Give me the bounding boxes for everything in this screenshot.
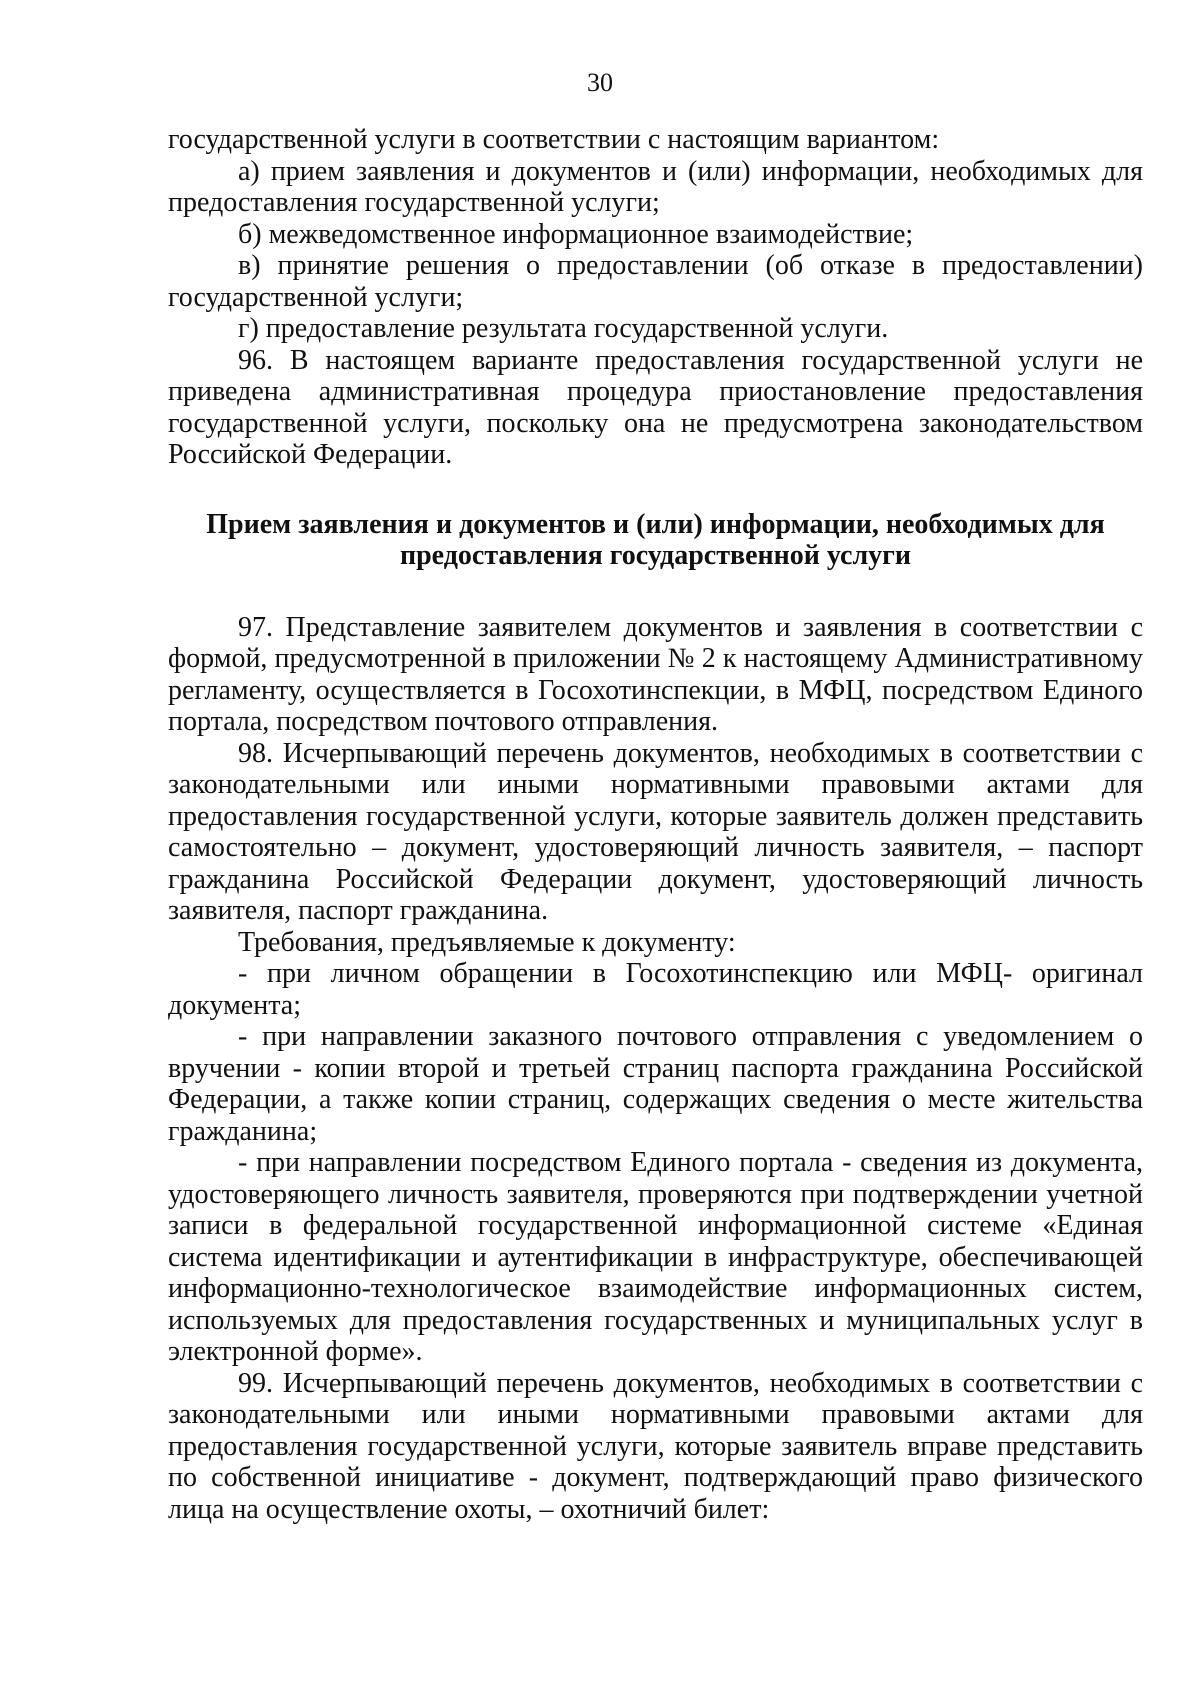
requirement-unified-portal: - при направлении посредством Единого портала - сведения из документа, удостоверяющего личность заявителя, проверяются при подтверждении учетной записи в федеральной государственной информационной системе «Единая система идентификации и аутентификации в инфраструктуре, обеспечивающей информационно-технологическое взаимодействие информационных систем, используемых для предоставления государственных и муниципальных услуг в электронной форме». [168, 1147, 1143, 1367]
list-item-v: в) принятие решения о предоставлении (об отказе в предоставлении) государственной услуги; [168, 250, 1143, 313]
section-heading-line-2: предоставления государственной услуги [399, 540, 912, 571]
requirements-intro: Требования, предъявляемые к документу: [238, 926, 736, 958]
document-body [168, 124, 1143, 1525]
section-heading-line-1: Прием заявления и документов и (или) информации, необходимых для [206, 508, 1105, 540]
page-number: 30 [587, 68, 613, 97]
paragraph-continuation: государственной услуги в соответствии с настоящим вариантом: [168, 124, 940, 155]
section-heading [168, 509, 1143, 572]
paragraph-97: 97. Представление заявителем документов и заявления в соответствии с формой, предусмотренной в приложении № 2 к настоящему Административному регламенту, осуществляется в Госохотинспекции, в МФЦ, посредством Единого портала, посредством почтового отправления. [168, 611, 1143, 737]
list-item-b: б) межведомственное информационное взаимодействие; [238, 218, 914, 250]
paragraph-99: 99. Исчерпывающий перечень документов, необходимых в соответствии с законодательными или иными нормативными правовыми актами для предоставления государственной услуги, которые заявитель вправе представить по собственной инициативе - документ, подтверждающий право физического лица на осуществление охоты, – охотничий билет: [168, 1367, 1143, 1525]
list-item-g: г) предоставление результата государственной услуги. [238, 313, 889, 344]
paragraph-98: 98. Исчерпывающий перечень документов, необходимых в соответствии с законодательными или иными нормативными правовыми актами для предоставления государственной услуги, которые заявитель должен представить самостоятельно – документ, удостоверяющий личность заявителя, – паспорт гражданина Российской Федерации документ, удостоверяющий личность заявителя, паспорт гражданина. [168, 737, 1143, 926]
requirement-personal-visit: - при личном обращении в Госохотинспекцию или МФЦ- оригинал документа; [168, 958, 1143, 1021]
list-item-a: а) прием заявления и документов и (или) информации, необходимых для предоставления государственной услуги; [168, 155, 1143, 218]
paragraph-96: 96. В настоящем варианте предоставления государственной услуги не приведена административная процедура приостановление предоставления государственной услуги, поскольку она не предусмотрена законодательством Российской Федерации. [168, 344, 1143, 470]
requirement-registered-mail: - при направлении заказного почтового отправления с уведомлением о вручении - копии второй и третьей страниц паспорта гражданина Российской Федерации, а также копии страниц, содержащих сведения о месте жительства гражданина; [168, 1021, 1143, 1147]
